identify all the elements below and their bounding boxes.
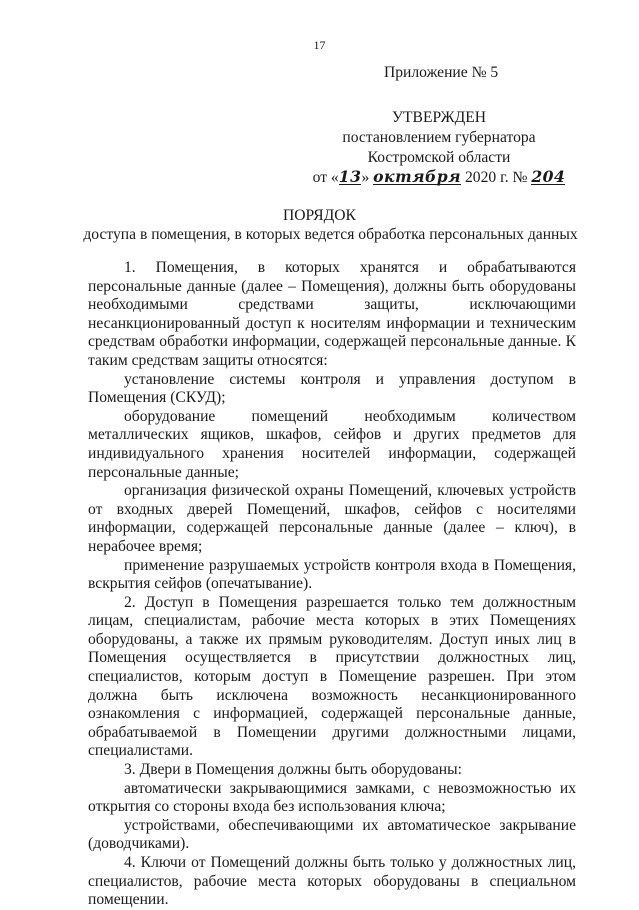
approval-line-2: Костромской области — [367, 149, 511, 166]
document-title: ПОРЯДОК — [283, 207, 356, 224]
approval-block — [300, 108, 578, 188]
approval-heading: УТВЕРЖДЕН — [391, 109, 486, 126]
approval-line-1: постановлением губернатора — [342, 129, 536, 146]
page-number: 17 — [313, 38, 326, 52]
paragraph-5: применение разрушаемых устройств контроля входа в Помещения, вскрытия сейфов (опечатывание). — [88, 556, 576, 593]
paragraph-4: организация физической охраны Помещений, ключевых устройств от входных дверей Помещений, шкафов, сейфов с носителями информации, содержащей персональные данные (далее – ключ), в нерабочее время; — [88, 482, 576, 555]
document-body — [88, 259, 576, 910]
paragraph-8: автоматически закрывающимися замками, с невозможностью их открытия со стороны входа без использования ключа; — [88, 779, 576, 816]
paragraph-9: устройствами, обеспечивающими их автоматическое закрывание (доводчиками). — [88, 816, 576, 853]
paragraph-6: 2. Доступ в Помещения разрешается только тем должностным лицам, специалистам, рабочие места которых в этих Помещениях оборудованы, а также их прямым руководителям. Доступ иных лиц в Помещения осуществляется в присутствии должностных лиц, специалистов, которым доступ в Помещение разрешен. При этом должна быть исключена возможность несанкционированного ознакомления с информацией, содержащей персональные данные, обрабатываемой в Помещении другими должностными лицами, специалистами. — [88, 593, 576, 760]
paragraph-3: оборудование помещений необходимым количеством металлических ящиков, шкафов, сейфов и других предметов для индивидуального хранения носителей информации, содержащей персональные данные; — [88, 407, 576, 481]
date-prefix: от « — [312, 169, 339, 186]
date-mid: » — [361, 169, 370, 186]
document-subtitle: доступа в помещения, в которых ведется обработка персональных данных — [83, 226, 578, 243]
handwritten-number: 204 — [531, 167, 566, 186]
paragraph-7: 3. Двери в Помещения должны быть оборудованы: — [124, 761, 462, 779]
paragraph-10: 4. Ключи от Помещений должны быть только у должностных лиц, специалистов, рабочие места которых оборудованы в специальном помещении. — [88, 854, 576, 909]
handwritten-day: 13 — [338, 167, 362, 186]
appendix-label: Приложение № 5 — [384, 64, 499, 81]
approval-date-line — [300, 168, 578, 188]
paragraph-1: 1. Помещения, в которых хранятся и обрабатываются персональные данные (далее – Помещения), должны быть оборудованы необходимыми средствами защиты, исключающими несанкционированный доступ к носителям информации и техническим средствам обработки информации, содержащей персональные данные. К таким средствам защиты относятся: — [88, 259, 576, 369]
year-and-number-label: 2020 г. № — [465, 169, 528, 186]
paragraph-2: установление системы контроля и управления доступом в Помещения (СКУД); — [88, 370, 576, 407]
handwritten-month: октября — [373, 167, 462, 186]
